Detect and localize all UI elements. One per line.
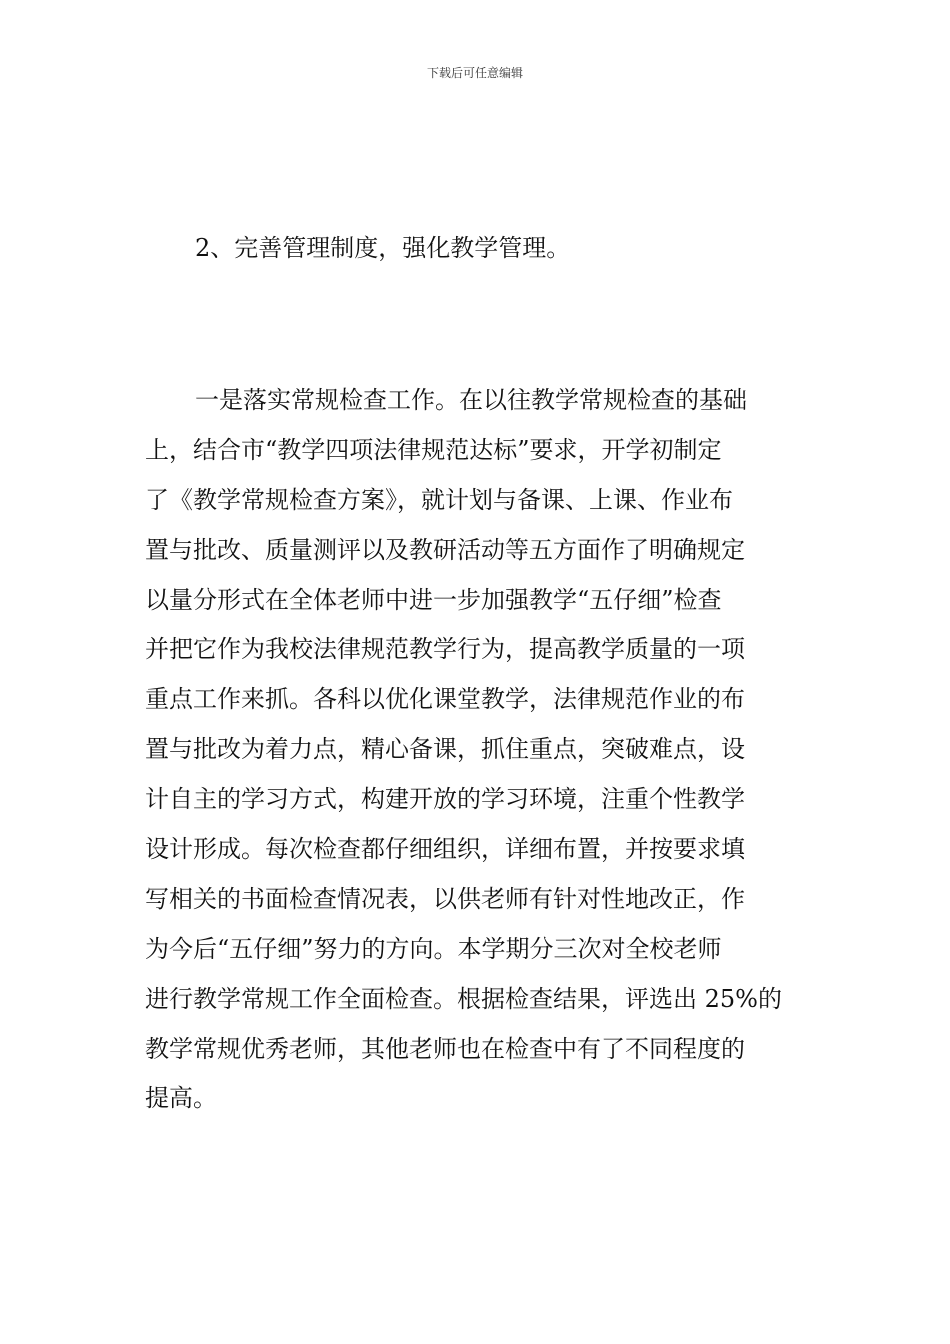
section-heading: 2、完善管理制度，强化教学管理。	[195, 234, 571, 262]
paragraph-line: 了《教学常规检查方案》，就计划与备课、上课、作业布	[145, 485, 733, 514]
body-paragraph	[145, 380, 815, 1128]
paragraph-line: 上，结合市“教学四项法律规范达标”要求，开学初制定	[145, 435, 722, 464]
paragraph-line: 以量分形式在全体老师中进一步加强教学“五仔细”检查	[145, 585, 722, 614]
paragraph-line: 一是落实常规检查工作。在以往教学常规检查的基础	[195, 386, 747, 414]
paragraph-line: 进行教学常规工作全面检查。根据检查结果，评选出 25%的	[145, 984, 782, 1013]
paragraph-line: 并把它作为我校法律规范教学行为，提高教学质量的一项	[145, 635, 745, 664]
paragraph-line: 置与批改为着力点，精心备课，抓住重点，突破难点，设	[145, 735, 745, 764]
paragraph-line: 计自主的学习方式，构建开放的学习环境，注重个性教学	[145, 785, 745, 814]
page-header: 下载后可任意编辑	[426, 66, 523, 80]
paragraph-line: 重点工作来抓。各科以优化课堂教学，法律规范作业的布	[145, 685, 745, 714]
paragraph-line: 为今后“五仔细”努力的方向。本学期分三次对全校老师	[145, 934, 722, 963]
paragraph-line: 设计形成。每次检查都仔细组织，详细布置，并按要求填	[145, 835, 745, 864]
paragraph-line: 置与批改、质量测评以及教研活动等五方面作了明确规定	[145, 535, 745, 564]
paragraph-line: 写相关的书面检查情况表，以供老师有针对性地改正，作	[145, 884, 745, 913]
paragraph-line: 提高。	[145, 1084, 217, 1113]
paragraph-line: 教学常规优秀老师，其他老师也在检查中有了不同程度的	[145, 1034, 745, 1063]
